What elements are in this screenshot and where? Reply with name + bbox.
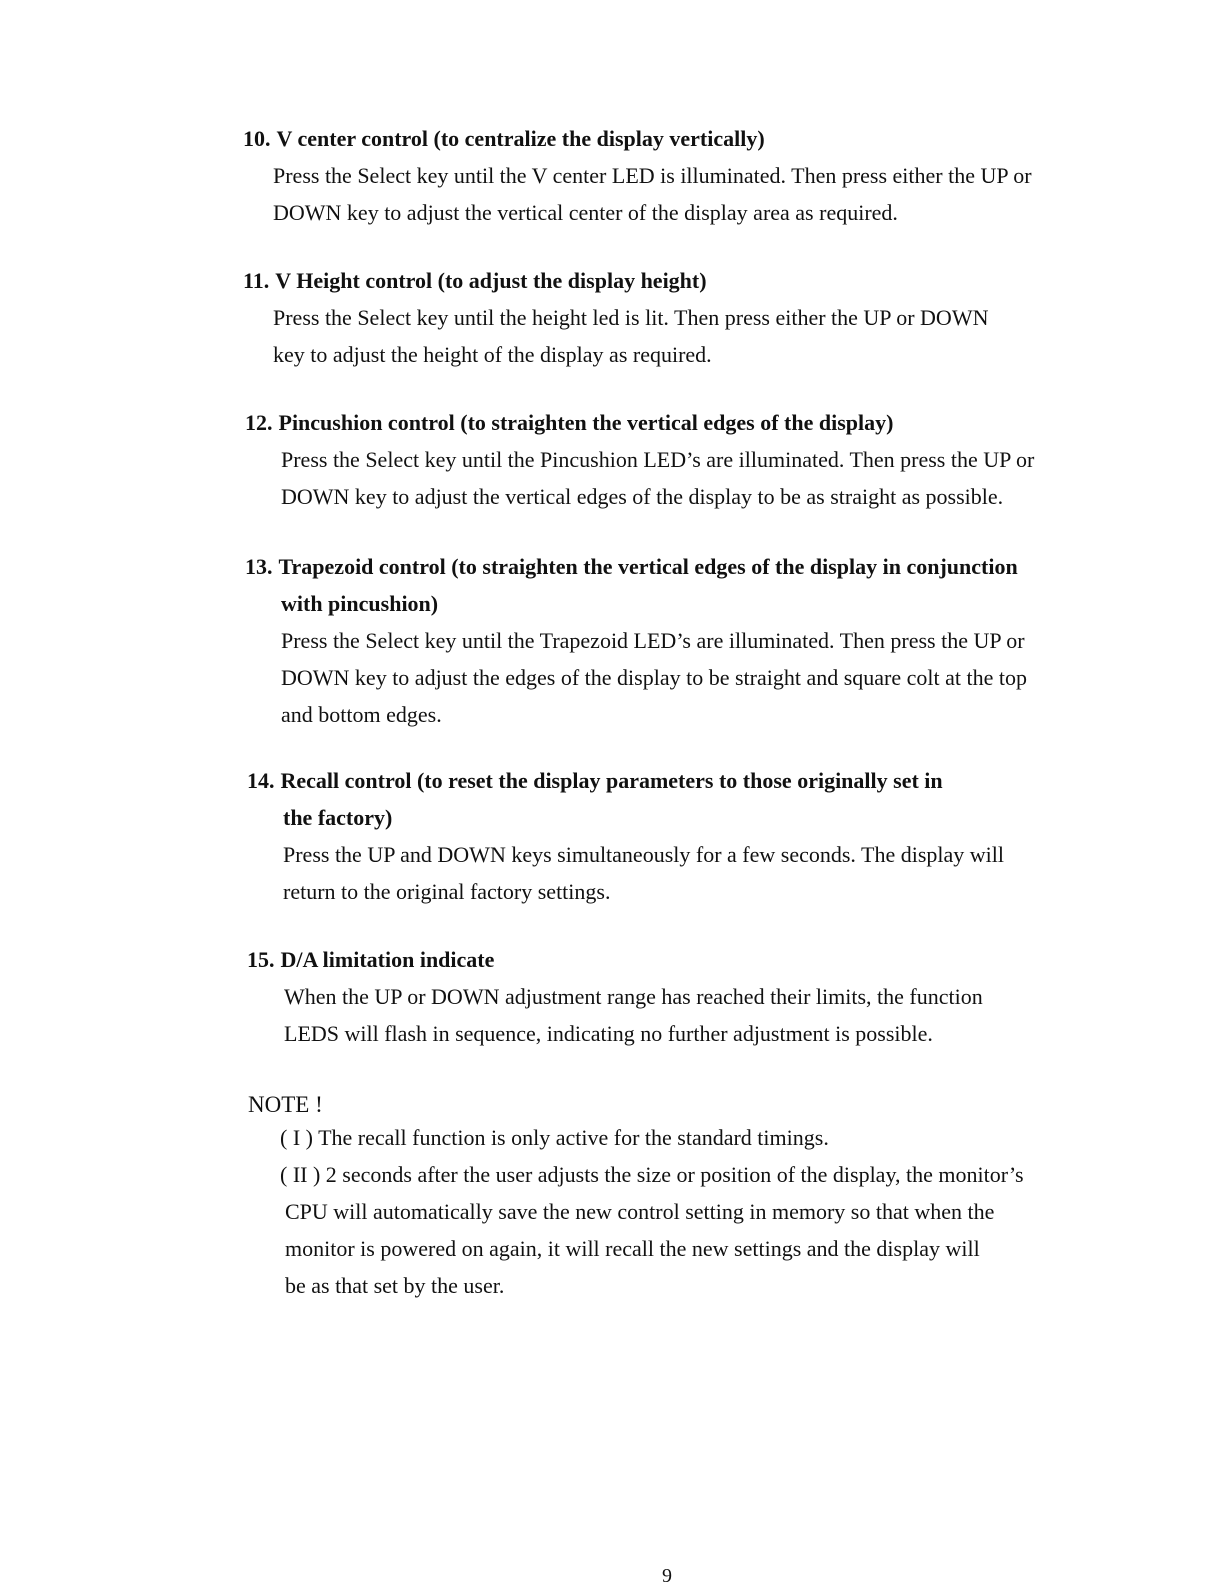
section-11	[243, 262, 988, 373]
section-heading	[247, 941, 983, 978]
note-line: ( II ) 2 seconds after the user adjusts the size or position of the display, the monitor’s	[280, 1162, 1024, 1187]
section-12	[245, 404, 1034, 515]
note-line: ( I ) The recall function is only active for the standard timings.	[280, 1125, 829, 1150]
note-line: be as that set by the user.	[285, 1273, 505, 1298]
note-block	[248, 1086, 1024, 1304]
section-15	[247, 941, 983, 1052]
section-title: Pincushion control (to straighten the vertical edges of the display)	[278, 410, 894, 435]
body-line: Press the Select key until the height led is lit. Then press either the UP or DOWN	[273, 305, 989, 330]
note-line: monitor is powered on again, it will recall the new settings and the display will	[285, 1236, 980, 1261]
body-line: When the UP or DOWN adjustment range has reached their limits, the function	[284, 984, 983, 1009]
body-line: Press the Select key until the Pincushion LED’s are illuminated. Then press the UP or	[281, 447, 1035, 472]
section-title: Trapezoid control (to straighten the vertical edges of the display in conjunction	[278, 554, 1018, 579]
section-14	[247, 762, 1004, 910]
note-title: NOTE !	[248, 1092, 323, 1117]
section-heading	[245, 548, 1027, 585]
body-line: key to adjust the height of the display as required.	[273, 342, 712, 367]
page-number: 9	[662, 1565, 672, 1587]
body-line: Press the Select key until the V center LED is illuminated. Then press either the UP or	[273, 163, 1032, 188]
section-heading	[247, 762, 1004, 799]
body-line: return to the original factory settings.	[283, 879, 611, 904]
body-line: DOWN key to adjust the vertical edges of the display to be as straight as possible.	[281, 484, 1004, 509]
section-title-continuation: with pincushion)	[281, 591, 439, 616]
section-number: 13.	[245, 554, 273, 579]
section-title: D/A limitation indicate	[280, 947, 495, 972]
section-heading	[243, 120, 1032, 157]
section-number: 14.	[247, 768, 275, 793]
section-13	[245, 548, 1027, 733]
section-title: Recall control (to reset the display parameters to those originally set in	[280, 768, 943, 793]
section-10	[243, 120, 1032, 231]
section-number: 15.	[247, 947, 275, 972]
section-title: V center control (to centralize the display vertically)	[276, 126, 765, 151]
body-line: Press the Select key until the Trapezoid LED’s are illuminated. Then press the UP or	[281, 628, 1025, 653]
body-line: DOWN key to adjust the edges of the display to be straight and square colt at the top	[281, 665, 1027, 690]
body-line: DOWN key to adjust the vertical center of the display area as required.	[273, 200, 898, 225]
section-number: 12.	[245, 410, 273, 435]
section-number: 10.	[243, 126, 271, 151]
section-title-continuation: the factory)	[283, 805, 393, 830]
note-line: CPU will automatically save the new control setting in memory so that when the	[285, 1199, 995, 1224]
body-line: Press the UP and DOWN keys simultaneously for a few seconds. The display will	[283, 842, 1004, 867]
section-heading	[243, 262, 988, 299]
section-heading	[245, 404, 1034, 441]
section-number: 11.	[243, 268, 270, 293]
body-line: LEDS will flash in sequence, indicating no further adjustment is possible.	[284, 1021, 933, 1046]
body-line: and bottom edges.	[281, 702, 442, 727]
section-title: V Height control (to adjust the display height)	[275, 268, 707, 293]
